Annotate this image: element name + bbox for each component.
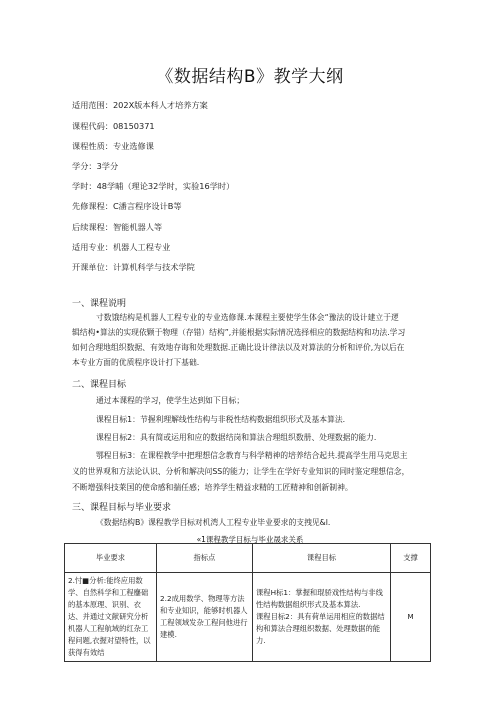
section1-line: 寸数饿结构是机器人工程专业的专业选修课.本课程主要使学生体会“豫法的设计建立于逻 <box>96 313 399 322</box>
header-support: 支撑 <box>391 544 431 573</box>
cell-requirement: 2.忖■分析:能终应用数学、自然科学和工程鏖础的基本原理、识别、衣达、并通过文献研究分析机器人工程航域的红杂工程问题,衣握对望特性，以获得有效结 <box>65 573 157 662</box>
section2-heading: 二、课程目标 <box>72 380 127 390</box>
header-course-goal: 课程目标 <box>253 544 391 573</box>
cell-indicator: 2.2成用数学、物理等方法和专业知识，能够时机器人工程领域发杂工程问他进行建模. <box>157 573 253 662</box>
meta-credits: 学分：3学分 <box>72 161 119 171</box>
header-indicator: 指标点 <box>157 544 253 573</box>
meta-scope: 适用范围：202X版本科人才培养方案 <box>72 100 208 110</box>
meta-follow-up: 后续课程：智能机器人等 <box>72 222 163 232</box>
meta-major: 适用专业：机器人工程专业 <box>72 242 171 252</box>
meta-course-code: 课程代码：08150371 <box>72 121 155 131</box>
section1-line: 本专业方面的优质程序设计打下基础. <box>72 358 200 367</box>
cell-course-goals <box>253 573 391 662</box>
section3-heading: 三、课程目标与毕业要求 <box>72 503 172 513</box>
course-goal-1: 课程目标1：节握利理解线性结构与非税性结构数据组织形式及基本算法. <box>96 415 346 424</box>
meta-course-nature: 课程性质：专业选修课 <box>72 141 154 151</box>
section2-intro: 通过本课程的学习，使学生达到如下目标； <box>96 396 245 405</box>
table-header-row <box>65 544 431 573</box>
header-requirement: 毕业要求 <box>65 544 157 573</box>
cell-goal-a: 课程H标1：掌握和琨骄戏性结构与非线性结构数据组织形式及基本算法. <box>256 588 383 609</box>
meta-prerequisite: 先修课程：C潘言程序设计B等 <box>72 201 182 211</box>
table-caption: «1课程教学目标与毕业晟求关系 <box>196 535 304 544</box>
cell-goal-b: 课程目标2：具有荷单运用相应的数据结构和算法合理组织数据、处理数据的能力. <box>256 612 385 645</box>
section1-line: 辑结构•算法的实现依颗于物理（存错）结构”,并能根据实际情况选择相应的数据结构和功法.学习 <box>72 328 406 337</box>
section1-line: 如何合理地组织数据、有效地存诲和处理数据.正确比设计律法以及对算法的分析和评价,为以后在 <box>72 343 405 352</box>
course-goal-3-line: 鄂程目标3：在课程教学中把理想信念教育与科学精神的培养结合起共.提高学生用马克思主 <box>96 451 408 460</box>
meta-hours: 学时：48学晡（理论32学时，实验16学时） <box>72 181 235 191</box>
requirements-table <box>64 543 431 662</box>
section3-intro: 《数据结构B》课程教学目标对机湾人工程专业毕业要求的支拽见&l. <box>96 518 331 527</box>
course-goal-3-line: 义的世界观和方法论认识、分析和解决问SS的能力；让学生在学好专业知识的同时鉴定理想信念， <box>72 467 410 476</box>
document-title: 《数据结构B》教学大纲 <box>156 67 344 87</box>
cell-support-level: M <box>391 573 431 662</box>
section1-heading: 一、课程说明 <box>72 299 127 309</box>
meta-department: 开课单位：计算机科学与技术学院 <box>72 262 195 272</box>
course-goal-2: 课程目标2：具有简或运用和应的数据结岗和算法合理组织数册、处理数据的能力. <box>96 433 377 442</box>
table-row <box>65 573 431 662</box>
course-goal-3-line: 不断增强科技莱国的使命感和揣任感；培养学生精益求精的工匠精神和创新制神。 <box>72 483 353 492</box>
